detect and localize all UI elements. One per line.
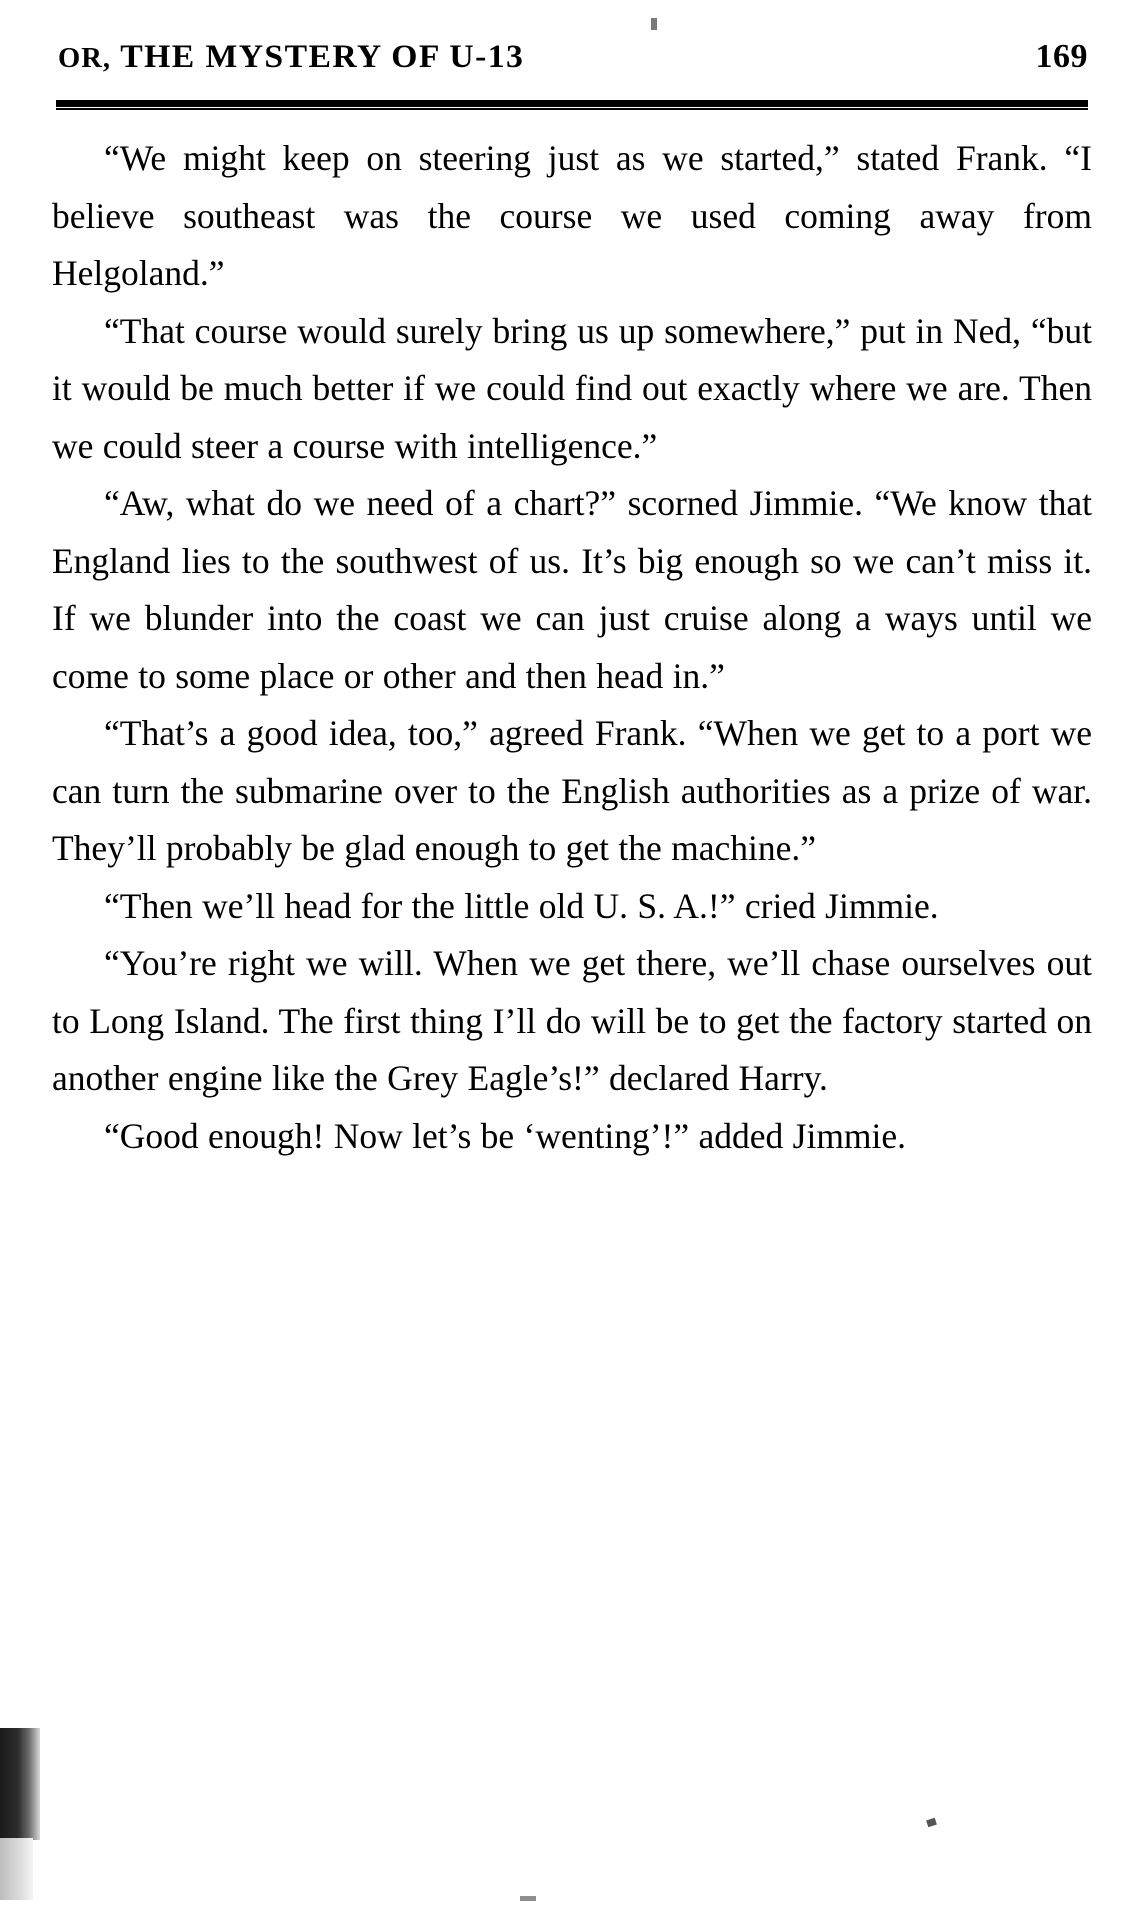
header-rule (56, 100, 1088, 107)
paragraph: “Aw, what do we need of a chart?” scorned Jimmie. “We know that England lies to the southwest of us. It’s big enough so we can’t miss it. If we blunder into the coast we can just cruise along a ways until we come to some place or other and then head in.” (52, 483, 1092, 696)
running-head-main: THE MYSTERY OF U-13 (120, 39, 525, 75)
paragraph: “You’re right we will. When we get there, we’ll chase ourselves out to Long Island. The first thing I’ll do will be to get the factory started on another engine like the Grey Eagle’s!” declared Harry. (52, 943, 1092, 1098)
paragraph: “We might keep on steering just as we started,” stated Frank. “I believe southeast was the course we used coming away from Helgoland.” (52, 138, 1092, 293)
header-rule-secondary (56, 108, 1088, 110)
running-head-lead: OR, (58, 43, 112, 74)
scan-speck (651, 18, 657, 30)
scan-speck (520, 1896, 536, 1901)
page-number: 169 (1035, 38, 1088, 75)
page-body (52, 130, 1092, 1165)
running-head (58, 38, 1088, 86)
paragraph: “That course would surely bring us up somewhere,” put in Ned, “but it would be much better if we could find out exactly where we are. Then we could steer a course with intelligence.” (52, 310, 1092, 466)
paragraph: “That’s a good idea, too,” agreed Frank. “When we get to a port we can turn the submarine over to the English authorities as a prize of war. They’ll probably be glad enough to get the machine.” (52, 713, 1092, 868)
scan-speck (926, 1818, 937, 1827)
page-edge-artifact (0, 1728, 40, 1840)
page-edge-artifact-lower (0, 1838, 33, 1900)
paragraph: “Then we’ll head for the little old U. S. A.!” cried Jimmie. (104, 885, 939, 926)
running-head-title (58, 39, 524, 76)
paragraph: “Good enough! Now let’s be ‘wenting’!” added Jimmie. (104, 1115, 907, 1156)
